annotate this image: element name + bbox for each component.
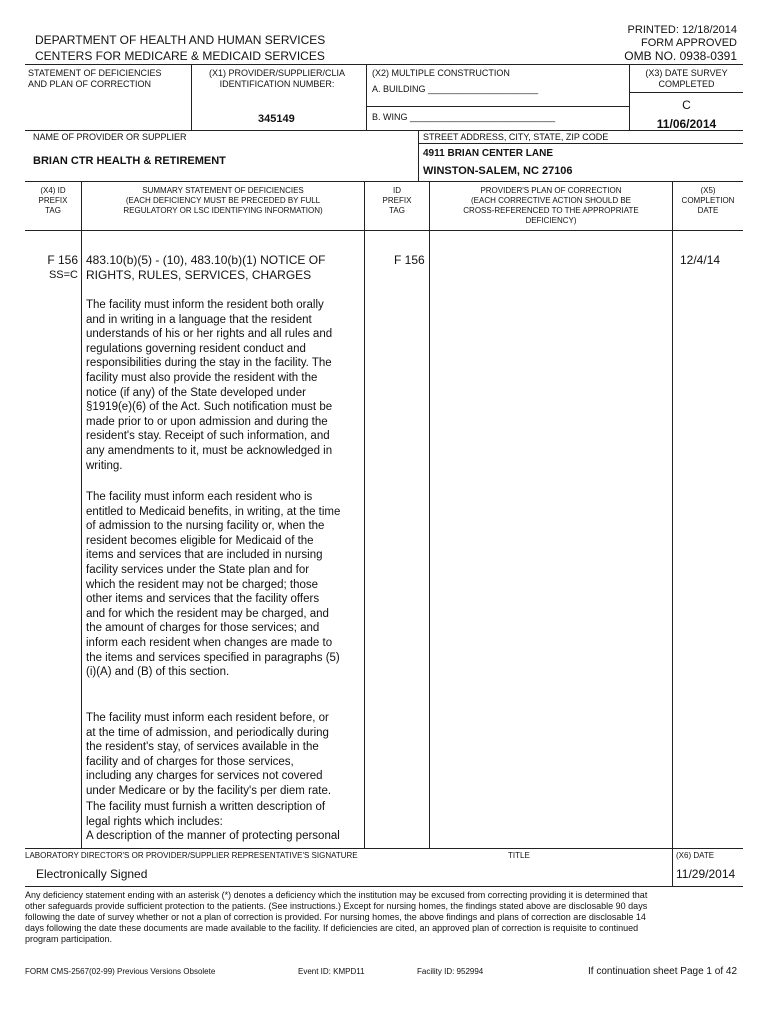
- divider: [25, 230, 743, 231]
- deficiency-paragraph: The facility must inform each resident before, or at the time of admission, and periodically during the resident's stay, of services available in the facility and of charges for those services, including any charges for services not covered under Medicare or by the facility's per diem rate.: [86, 712, 332, 797]
- deficiency-paragraph: The facility must furnish a written description of legal rights which includes: A description of the manner of protecting personal: [86, 801, 340, 843]
- form-approved: FORM APPROVED: [641, 37, 737, 49]
- form-number: FORM CMS-2567(02-99) Previous Versions Obsolete: [25, 967, 216, 976]
- provider-id-label: (X1) PROVIDER/SUPPLIER/CLIA IDENTIFICATION NUMBER:: [208, 68, 346, 89]
- divider: [366, 64, 367, 130]
- x4-header: (X4) ID PREFIX TAG: [38, 186, 68, 215]
- divider: [418, 130, 419, 181]
- printed-date: PRINTED: 12/18/2014: [627, 24, 737, 36]
- omb-number: OMB NO. 0938-0391: [624, 49, 737, 63]
- deficiency-tag: F 156: [47, 253, 78, 267]
- provider-name: BRIAN CTR HEALTH & RETIREMENT: [33, 155, 226, 167]
- divider: [672, 848, 673, 886]
- date-label: (X6) DATE: [676, 851, 715, 860]
- divider: [366, 106, 629, 107]
- survey-completed-label: (X3) DATE SURVEY COMPLETED: [645, 68, 728, 89]
- id-prefix-header: ID PREFIX TAG: [382, 186, 412, 215]
- completion-date: 12/4/14: [680, 253, 721, 267]
- department-title: DEPARTMENT OF HEALTH AND HUMAN SERVICES: [35, 33, 326, 47]
- disclaimer-text: Any deficiency statement ending with an asterisk (*) denotes a deficiency which the institution may be excused from correcting providing it is determined that other safeguards provide sufficient protection to the patients. (See instructions.) Except for nursing homes, the findings stated above are disclosable 90 days following the date of survey whether or not a plan of correction is provided. For nursing homes, the above findings and plans of correction are disclosable 14 days following the date these documents are made available to the facility. If deficiencies are cited, an approved plan of correction is requisite to continued program participation.: [25, 890, 648, 944]
- event-id: Event ID: KMPD11: [298, 967, 365, 976]
- facility-id: Facility ID: 952994: [417, 967, 484, 976]
- divider: [629, 92, 743, 93]
- deficiency-title: 483.10(b)(5) - (10), 483.10(b)(1) NOTICE OF RIGHTS, RULES, SERVICES, CHARGES: [86, 253, 326, 282]
- address-line-2: WINSTON-SALEM, NC 27106: [423, 165, 573, 177]
- provider-name-label: NAME OF PROVIDER OR SUPPLIER: [33, 132, 187, 142]
- agency-title: CENTERS FOR MEDICARE & MEDICAID SERVICES: [35, 49, 325, 63]
- provider-id-value: 345149: [258, 113, 295, 125]
- statement-label: STATEMENT OF DEFICIENCIES AND PLAN OF CORRECTION: [28, 68, 162, 89]
- signature-value: Electronically Signed: [36, 867, 148, 881]
- plan-header: PROVIDER'S PLAN OF CORRECTION (EACH CORRECTIVE ACTION SHOULD BE CROSS-REFERENCED TO THE APPROPRIATE DEFICIENCY): [463, 186, 639, 225]
- survey-type-letter: C: [682, 98, 691, 112]
- continuation-page: If continuation sheet Page 1 of 42: [588, 966, 737, 977]
- multiple-construction-label: (X2) MULTIPLE CONSTRUCTION: [372, 68, 510, 78]
- survey-completed-date: 11/06/2014: [656, 117, 717, 131]
- divider: [418, 143, 743, 144]
- id-prefix-tag: F 156: [394, 253, 425, 267]
- column-divider: [429, 181, 430, 848]
- scope-severity: SS=C: [48, 269, 78, 281]
- column-divider: [81, 181, 82, 848]
- signature-date: 11/29/2014: [676, 867, 736, 881]
- column-divider: [364, 181, 365, 848]
- divider: [25, 64, 743, 65]
- deficiency-paragraph: The facility must inform the resident both orally and in writing in a language that the resident understands of his or her rights and all rules and regulations governing resident conduct and responsibilities during the stay in the facility. The facility must also provide the resident with the notice (if any) of the State developed under §1919(e)(6) of the Act. Such notification must be made prior to or upon admission and during the resident's stay. Receipt of such information, and any amendments to it, must be acknowledged in writing.: [86, 299, 333, 472]
- address-label: STREET ADDRESS, CITY, STATE, ZIP CODE: [423, 132, 609, 142]
- x5-header: (X5) COMPLETION DATE: [681, 186, 735, 215]
- deficiency-paragraph: The facility must inform each resident who is entitled to Medicaid benefits, in writing, at the time of admission to the nursing facility or, when the resident becomes eligible for Medicaid of the items and services that are included in nursing facility services under the State plan and for which the resident may not be charged; those other items and services that the facility offers and for which the resident may be charged, and the amount of charges for those services; and inform each resident when changes are made to the items and services specified in paragraphs (5) (i)(A) and (B) of this section.: [86, 491, 341, 679]
- wing-field: B. WING _____________________________: [372, 112, 556, 122]
- divider: [25, 886, 743, 887]
- signature-label: LABORATORY DIRECTOR'S OR PROVIDER/SUPPLIER REPRESENTATIVE'S SIGNATURE: [25, 851, 358, 860]
- summary-header: SUMMARY STATEMENT OF DEFICIENCIES (EACH DEFICIENCY MUST BE PRECEDED BY FULL REGULATORY OR LSC IDENTIFYING INFORMATION): [123, 186, 323, 215]
- divider: [25, 181, 743, 182]
- column-divider: [672, 181, 673, 848]
- building-field: A. BUILDING ______________________: [372, 84, 539, 94]
- address-line-1: 4911 BRIAN CENTER LANE: [423, 148, 554, 159]
- title-label: TITLE: [508, 851, 530, 860]
- divider: [25, 848, 743, 849]
